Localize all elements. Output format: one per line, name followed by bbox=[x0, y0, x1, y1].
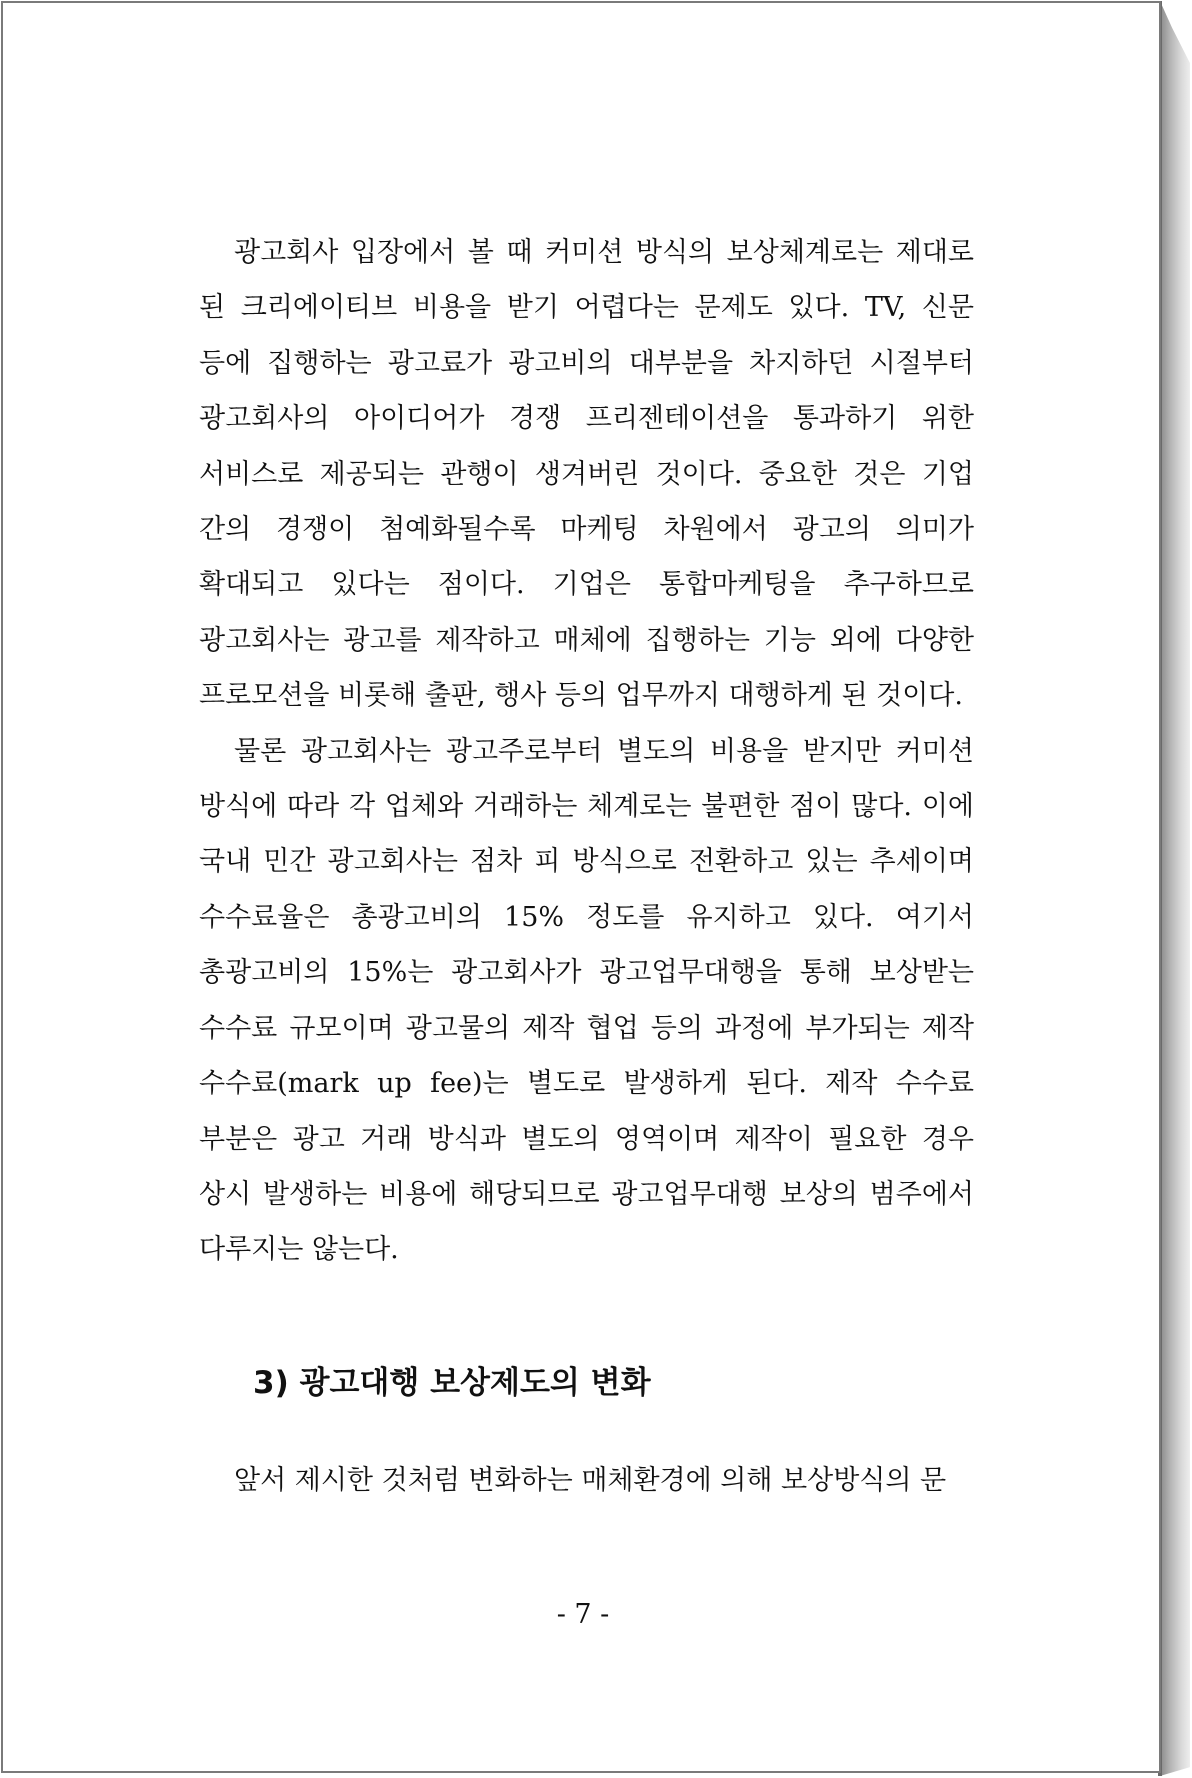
page-number: - 7 - bbox=[556, 1599, 610, 1630]
section-heading: 3) 광고대행 보상제도의 변화 bbox=[253, 1364, 651, 1401]
body-paragraph-2: 물론 광고회사는 광고주로부터 별도의 비용을 받지만 커미션 방식에 따라 각 업체와 거래하는 체계로는 불편한 점이 많다. 이에 국내 민간 광고회사는 점차 피 방식으로 전환하고 있는 추세이며 수수료율은 총광고비의 15% 정도를 유지하고 있다. 여기서 총광고비의 15%는 광고회사가 광고업무대행을 통해 보상받는 수수료 규모이며 광고물의 제작 협업 등의 과정에 부가되는 제작 수수료(mark up fee)는 별도로 발생하게 된다. 제작 수수료 부분은 광고 거래 방식과 별도의 영역이며 제작이 필요한 경우 상시 발생하는 비용에 해당되므로 광고업무대행 보상의 범주에서 다루지는 않는다. bbox=[199, 735, 974, 1266]
page-curl-shadow bbox=[1160, 1, 1190, 1776]
body-paragraph-3: 앞서 제시한 것처럼 변화하는 매체환경에 의해 보상방식의 문 bbox=[234, 1464, 947, 1496]
page-content bbox=[199, 225, 974, 1508]
document-page bbox=[1, 1, 1161, 1773]
body-paragraph-1: 광고회사 입장에서 볼 때 커미션 방식의 보상체계로는 제대로 된 크리에이티브 비용을 받기 어렵다는 문제도 있다. TV, 신문 등에 집행하는 광고료가 광고비의 대부분을 차지하던 시절부터 광고회사의 아이디어가 경쟁 프리젠테이션을 통과하기 위한 서비스로 제공되는 관행이 생겨버린 것이다. 중요한 것은 기업 간의 경쟁이 첨예화될수록 마케팅 차원에서 광고의 의미가 확대되고 있다는 점이다. 기업은 통합마케팅을 추구하므로 광고회사는 광고를 제작하고 매체에 집행하는 기능 외에 다양한 프로모션을 비롯해 출판, 행사 등의 업무까지 대행하게 된 것이다. bbox=[199, 237, 974, 712]
